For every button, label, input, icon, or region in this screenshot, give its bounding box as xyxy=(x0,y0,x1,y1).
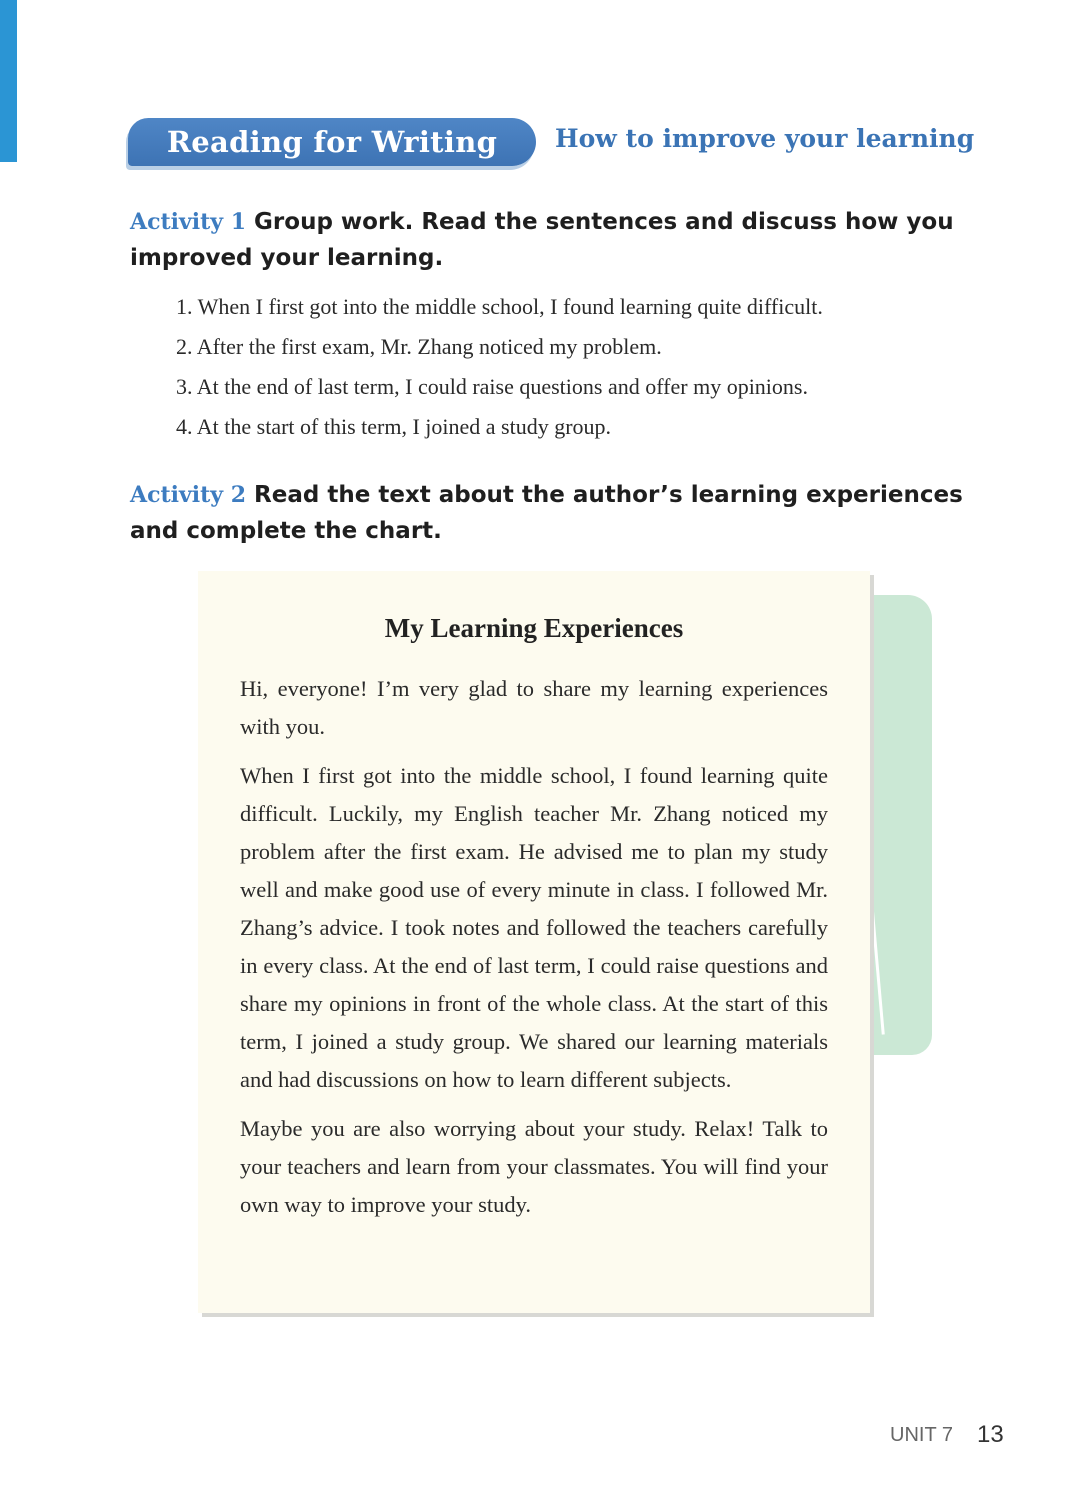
sentence-item: 3. At the end of last term, I could raise questions and offer my opinions. xyxy=(176,374,808,399)
activity-2-label: Activity 2 xyxy=(130,482,247,508)
reading-text-card xyxy=(198,571,870,1313)
side-color-bar xyxy=(0,0,17,162)
text-paragraph: Hi, everyone! I’m very glad to share my learning experiences with you. xyxy=(240,676,828,739)
text-title: My Learning Experiences xyxy=(384,613,684,643)
sentence-item: 2. After the first exam, Mr. Zhang noticed my problem. xyxy=(176,334,662,359)
activity-2-instruction xyxy=(130,477,1010,549)
page-number: 13 xyxy=(977,1421,1004,1448)
section-header-pill xyxy=(128,118,536,166)
activity-1-instruction xyxy=(130,204,1010,276)
text-paragraph: When I first got into the middle school, I found learning quite difficult. Luckily, my English teacher Mr. Zhang noticed my problem after the first exam. He advised me to plan my study well and make good use of every minute in class. I followed Mr. Zhang’s advice. I took notes and followed the teachers carefully in every class. At the end of last term, I could raise questions and share my opinions in front of the whole class. At the start of this term, I joined a study group. We shared our learning materials and had discussions on how to learn different subjects. xyxy=(240,763,828,1092)
text-paragraph: Maybe you are also worrying about your study. Relax! Talk to your teachers and learn from your classmates. You will find your own way to improve your study. xyxy=(240,1116,828,1217)
activity-1-label: Activity 1 xyxy=(130,209,247,235)
activity-1-text: Group work. Read the sentences and discuss how you improved your learning. xyxy=(130,209,954,271)
section-title: Reading for Writing xyxy=(166,125,498,159)
activity-2-text: Read the text about the author’s learning experiences and complete the chart. xyxy=(130,482,963,544)
section-subtitle: How to improve your learning xyxy=(555,124,975,153)
unit-label: UNIT 7 xyxy=(890,1424,953,1446)
sentence-item: 4. At the start of this term, I joined a study group. xyxy=(176,414,612,439)
sentence-item: 1. When I first got into the middle school, I found learning quite difficult. xyxy=(176,294,823,319)
sentence-list xyxy=(176,287,823,447)
